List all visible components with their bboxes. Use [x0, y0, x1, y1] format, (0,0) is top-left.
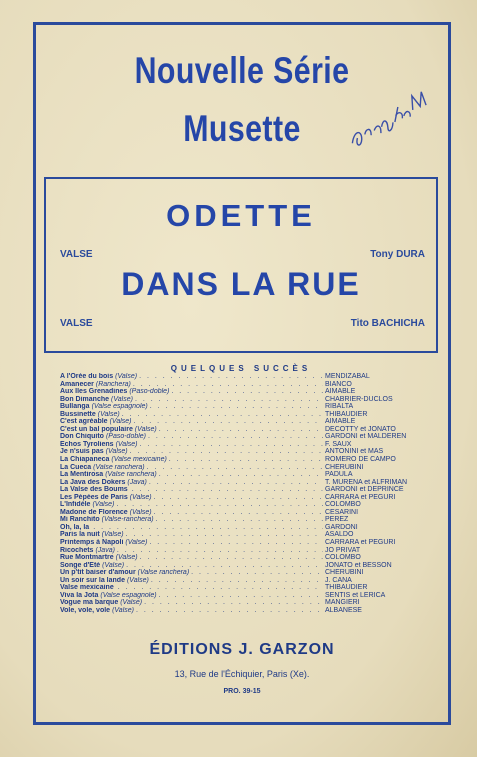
succes-composer: GARDONI et MALDEREN: [325, 433, 407, 441]
succes-row: [60, 554, 435, 562]
succes-composer: COLOMBO: [325, 554, 361, 562]
succes-row: [60, 577, 435, 585]
leader-dots: [126, 562, 323, 570]
succes-note: (Valse): [92, 501, 115, 509]
succes-note: (Valse): [115, 373, 138, 380]
leader-dots: [151, 577, 323, 585]
leader-dots: [118, 584, 323, 592]
leader-dots: [154, 509, 323, 517]
leader-dots: [139, 373, 323, 381]
succes-row: [60, 426, 435, 434]
song-title-odette: ODETTE: [166, 198, 316, 233]
succes-composer: CHABRIER-DUCLOS: [325, 395, 393, 403]
leader-dots: [132, 486, 323, 494]
succes-composer: THIBAUDIER: [325, 410, 368, 418]
succes-note: (Valse): [126, 576, 149, 584]
succes-composer: ROMERO DE CAMPO: [325, 456, 396, 464]
succes-title: Oh, la, la: [60, 523, 90, 531]
succes-note: (Valse ranchera): [137, 569, 190, 577]
succes-title: Les Pépées de Paris: [60, 493, 128, 501]
succes-row: [60, 569, 435, 577]
succes-row: [60, 403, 435, 411]
succes-note: (Ranchera): [95, 380, 131, 388]
succes-title: Paris la nuit: [60, 531, 100, 539]
succes-row: [60, 448, 435, 456]
succes-row: [60, 418, 435, 426]
succes-title: C'est un bal populaire: [60, 425, 133, 433]
succes-composer: JONATO et BESSON: [325, 561, 392, 569]
succes-title: Vogue ma barque: [60, 599, 119, 607]
succes-title: Bullanga: [60, 403, 90, 411]
leader-dots: [135, 396, 323, 404]
succes-note: (Java): [127, 478, 147, 486]
succes-row: [60, 433, 435, 441]
succes-composer: CARRARA et PEGURI: [325, 539, 396, 547]
succes-row: [60, 381, 435, 389]
leader-dots: [117, 547, 323, 555]
succes-composer: RIBALTA: [325, 403, 354, 411]
song-genre-1: VALSE: [60, 249, 93, 260]
leader-dots: [169, 456, 323, 464]
leader-dots: [126, 531, 323, 539]
succes-title: Bon Dimanche: [60, 395, 110, 403]
song-genre-2: VALSE: [60, 318, 93, 329]
succes-composer: BIANCO: [325, 380, 352, 388]
succes-composer: COLOMBO: [325, 501, 361, 509]
succes-title: La Java des Dokers: [60, 478, 126, 486]
leader-dots: [116, 501, 323, 509]
succes-heading: QUELQUES SUCCÈS: [170, 364, 312, 373]
succes-row: [60, 509, 435, 517]
series-title-line1: Nouvelle Série: [134, 50, 350, 91]
succes-title: L'Infidèle: [60, 501, 91, 509]
succes-composer: SENTIS et LERICA: [325, 591, 386, 599]
succes-row: [60, 441, 435, 449]
leader-dots: [136, 607, 323, 615]
succes-composer: PEREZ: [325, 516, 349, 524]
succes-title: La Chiapaneca: [60, 456, 110, 464]
succes-title: C'est agréable: [60, 418, 108, 426]
succes-composer: GARDONI: [325, 523, 358, 531]
succes-note: (Valse): [105, 448, 128, 456]
succes-title: Don Chiquito: [60, 433, 104, 441]
succes-note: (Valse): [134, 425, 157, 433]
succes-title: Viva la Jota: [60, 591, 99, 599]
succes-note: (Valse espagnole): [91, 403, 148, 411]
leader-dots: [149, 479, 323, 487]
succes-composer: MANGIERI: [325, 599, 360, 607]
succes-row: [60, 562, 435, 570]
series-title-line2: Musette: [183, 108, 301, 149]
succes-note: (Valse): [115, 554, 138, 562]
succes-title: Printemps à Napoli: [60, 539, 124, 547]
succes-title: Echos Tyroliens: [60, 440, 114, 448]
succes-title: Rue Montmartre: [60, 554, 114, 562]
succes-note: (Valse): [97, 410, 120, 418]
leader-dots: [191, 569, 323, 577]
succes-note: (Valse): [109, 418, 132, 426]
succes-note: (Paso-doble): [105, 433, 147, 441]
succes-row: [60, 411, 435, 419]
leader-dots: [122, 411, 323, 419]
publisher-name: ÉDITIONS J. GARZON: [149, 641, 335, 658]
leader-dots: [144, 599, 323, 607]
succes-title: Songe d'Eté: [60, 561, 101, 569]
song-composer-1: Tony DURA: [370, 249, 425, 260]
succes-composer: ALBANESE: [325, 606, 362, 614]
succes-composer: J. CANA: [325, 576, 352, 584]
succes-title: Valse mexicaine: [60, 584, 114, 592]
song-composer-2: Tito BACHICHA: [350, 318, 425, 329]
succes-title: Mi Ranchito: [60, 516, 100, 524]
succes-row: [60, 531, 435, 539]
succes-title: La Mentirosa: [60, 471, 104, 479]
succes-title: Madone de Florence: [60, 508, 128, 516]
leader-dots: [134, 418, 324, 426]
succes-list: [60, 373, 435, 615]
succes-row: [60, 539, 435, 547]
succes-composer: DECOTTY et JONATO: [325, 425, 396, 433]
succes-row: [60, 464, 435, 472]
succes-note: (Valse): [129, 493, 152, 501]
succes-row: [60, 599, 435, 607]
leader-dots: [130, 448, 323, 456]
succes-row: [60, 486, 435, 494]
succes-note: (Java): [95, 546, 115, 554]
succes-title: Aux Iles Grenadines: [60, 388, 128, 396]
succes-row: [60, 584, 435, 592]
succes-note: (Valse): [102, 561, 125, 569]
succes-composer: F. SAUX: [325, 440, 352, 448]
succes-composer: JO PRIVAT: [325, 546, 361, 554]
leader-dots: [159, 471, 323, 479]
succes-note: (Valse): [112, 606, 134, 614]
succes-row: [60, 501, 435, 509]
succes-composer: ASALDO: [325, 531, 354, 539]
leader-dots: [148, 433, 323, 441]
succes-note: (Valse-ranchera): [101, 516, 154, 524]
succes-note: (Valse ranchera): [105, 471, 157, 479]
succes-composer: CARRARA et PEGURI: [325, 493, 396, 501]
leader-dots: [154, 494, 323, 502]
succes-note: (Valse): [129, 508, 152, 516]
publisher-address: 13, Rue de l'Échiquier, Paris (Xe).: [174, 669, 310, 679]
succes-composer: PADULA: [325, 471, 353, 479]
leader-dots: [147, 464, 323, 472]
succes-composer: CHERUBINI: [325, 463, 364, 471]
succes-composer: CHERUBINI: [325, 569, 364, 577]
succes-row: [60, 516, 435, 524]
succes-note: (Valse): [101, 531, 124, 539]
succes-row: [60, 396, 435, 404]
succes-note: (Valse): [111, 395, 133, 403]
leader-dots: [171, 388, 323, 396]
succes-note: (Valse): [115, 440, 138, 448]
succes-row: [60, 373, 435, 381]
succes-note: (Valse): [120, 599, 143, 607]
succes-note: (Valse ranchera): [93, 463, 145, 471]
succes-title: Amanecer: [60, 380, 94, 388]
leader-dots: [149, 539, 323, 547]
succes-composer: ANTONINI et MAS: [325, 448, 384, 456]
succes-row: [60, 388, 435, 396]
leader-dots: [159, 426, 323, 434]
succes-composer: T. MURENA et ALFRIMAN: [325, 478, 408, 486]
succes-note: (Paso-doble): [129, 388, 170, 396]
succes-title: La Valse des Boums: [60, 486, 128, 494]
succes-title: Vole, vole, vole: [60, 606, 111, 614]
succes-row: [60, 524, 435, 532]
succes-title: Un soir sur la lande: [60, 576, 125, 584]
succes-note: (Valse espagnole): [100, 591, 157, 599]
leader-dots: [133, 381, 323, 389]
succes-row: [60, 607, 435, 615]
succes-note: (Valse mexicaine): [111, 456, 167, 464]
succes-composer: MENDIZABAL: [325, 373, 370, 380]
leader-dots: [140, 554, 323, 562]
succes-note: (Valse): [125, 539, 148, 547]
succes-composer: AIMABLE: [325, 388, 356, 396]
succes-title: Ricochets: [60, 546, 94, 554]
succes-title: Je n'suis pas: [60, 448, 104, 456]
succes-composer: THIBAUDIER: [325, 584, 368, 592]
succes-composer: GARDONI et DEPRINCE: [325, 486, 404, 494]
leader-dots: [156, 516, 323, 524]
succes-title: Bussinette: [60, 410, 96, 418]
succes-row: [60, 471, 435, 479]
leader-dots: [150, 403, 323, 411]
succes-composer: CESARINI: [325, 508, 359, 516]
succes-row: [60, 547, 435, 555]
leader-dots: [139, 441, 323, 449]
succes-title: Un p'tit baiser d'amour: [60, 569, 136, 577]
succes-row: [60, 479, 435, 487]
leader-dots: [93, 524, 323, 532]
succes-composer: AIMABLE: [325, 418, 356, 426]
song-title-dans-la-rue: DANS LA RUE: [121, 266, 361, 302]
publisher-ref: PRO. 39-15: [223, 688, 261, 695]
succes-row: [60, 456, 435, 464]
leader-dots: [159, 592, 323, 600]
succes-row: [60, 494, 435, 502]
succes-title: La Cueca: [60, 463, 92, 471]
succes-title: A l'Orée du bois: [60, 373, 114, 380]
succes-row: [60, 592, 435, 600]
